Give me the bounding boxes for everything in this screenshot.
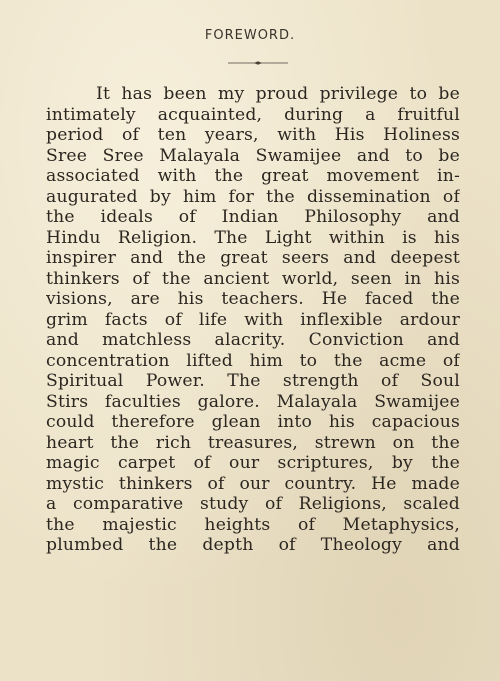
text-line: plumbed the depth of Theology and [46,535,460,555]
text-line: inspirer and the great seers and deepest [46,248,460,268]
foreword-paragraph [46,84,460,556]
divider-ornament [228,61,288,65]
text-line: the majestic heights of Metaphysics, [46,514,460,535]
text-line: Sree Sree Malayala Swamijee and to be [46,145,460,166]
text-line: grim facts of life with inflexible ardour [46,309,460,330]
text-line: Stirs faculties galore. Malayala Swamijee [46,391,460,412]
text-line: It has been my proud privilege to be [96,84,460,104]
text-line: concentration lifted him to the acme of [46,350,460,371]
page-title: FOREWORD. [204,28,296,43]
text-line: Spiritual Power. The strength of Soul [46,371,460,391]
text-line: and matchless alacrity. Conviction and [46,330,460,350]
text-line: intimately acquainted, during a fruitful [46,104,460,125]
text-line: visions, are his teachers. He faced the [46,289,460,309]
text-line: the ideals of Indian Philosophy and [46,207,460,227]
text-line: period of ten years, with His Holiness [46,125,460,145]
text-line: heart the rich treasures, strewn on the [46,432,460,453]
text-line: Hindu Religion. The Light within is his [46,227,460,248]
text-line: associated with the great movement in- [46,166,460,186]
text-line: mystic thinkers of our country. He made [46,473,460,494]
text-line: a comparative study of Religions, scaled [46,494,460,514]
text-line: magic carpet of our scriptures, by the [46,453,460,473]
text-line: thinkers of the ancient world, seen in his [46,268,460,289]
text-line: augurated by him for the dissemination of [46,186,460,207]
text-line: could therefore glean into his capacious [46,412,460,432]
